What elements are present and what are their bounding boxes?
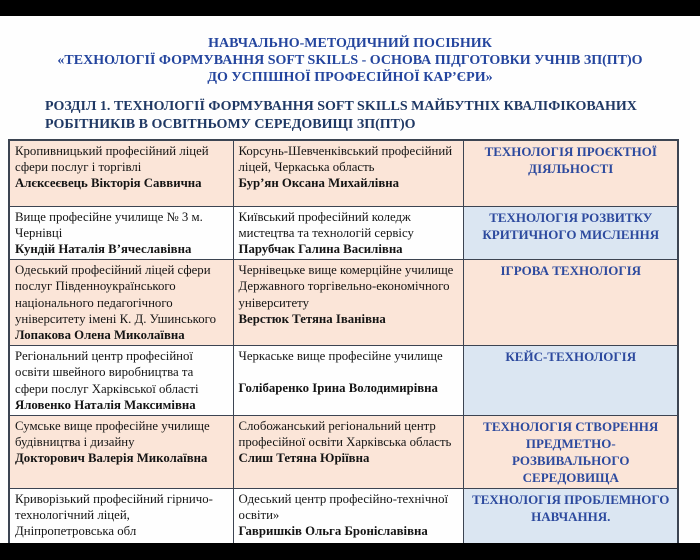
top-letterbox-bar xyxy=(0,0,700,16)
school-text: Одеський професійний ліцей сфери послуг Південноукраїнського національного педагогічного університету імені К. Д. Ушинського xyxy=(15,263,216,326)
table-row xyxy=(9,260,678,346)
table-row xyxy=(9,346,678,416)
school-cell xyxy=(233,140,463,206)
technology-cell xyxy=(463,260,678,346)
document-title xyxy=(20,35,680,86)
technology-label: КЕЙС-ТЕХНОЛОГІЯ xyxy=(505,349,637,365)
school-cell xyxy=(9,346,233,416)
technology-label: ТЕХНОЛОГІЯ РОЗВИТКУ КРИТИЧНОГО МИСЛЕННЯ xyxy=(482,209,660,242)
school-cell xyxy=(9,140,233,206)
technology-label: ІГРОВА ТЕХНОЛОГІЯ xyxy=(500,263,642,279)
school-cell xyxy=(9,415,233,488)
technology-cell xyxy=(463,415,678,488)
school-cell xyxy=(233,346,463,416)
section-heading: РОЗДІЛ 1. ТЕХНОЛОГІЇ ФОРМУВАННЯ SOFT SKILLS МАЙБУТНІХ КВАЛІФІКОВАНИХ РОБІТНИКІВ В ОСВІТНЬОМУ СЕРЕДОВИЩІ ЗП(ПТ)О xyxy=(45,99,637,132)
school-text: Криворізький професійний гірничо-технологічний ліцей, Дніпропетровська обл xyxy=(15,491,213,539)
participant-name: Лопакова Олена Миколаївна xyxy=(15,327,185,342)
participant-name: Докторович Валерія Миколаївна xyxy=(15,451,208,466)
school-text: Вище професійне училище № 3 м. Чернівці xyxy=(15,209,203,240)
table-row xyxy=(9,140,678,206)
participants-table xyxy=(8,139,679,560)
school-text: Чернівецьке вище комерційне училище Державного торгівельно-економічного університету xyxy=(238,263,454,310)
school-text: Черкаське вище професійне училище xyxy=(238,349,443,364)
school-cell xyxy=(233,260,463,346)
school-text: Кропивницький професійний ліцей сфери послуг і торгівлі xyxy=(15,144,209,175)
school-text: Корсунь-Шевченківський професійний ліцей, Черкаська область xyxy=(238,144,453,175)
participant-name: Верстюк Тетяна Іванівна xyxy=(238,311,386,326)
participant-name: Голібаренко Ірина Володимирівна xyxy=(238,381,438,396)
title-line-3: ДО УСПІШНОЇ ПРОФЕСІЙНОЇ КАР’ЄРИ» xyxy=(207,70,493,85)
school-cell xyxy=(233,206,463,260)
school-text: Регіональний центр професійної освіти швейного виробництва та сфери послуг Харківської області xyxy=(15,349,199,396)
participant-name: Кундій Наталія В’ячеславівна xyxy=(15,241,192,256)
school-cell xyxy=(9,260,233,346)
school-text: Сумське вище професійне училище будівництва і дизайну xyxy=(15,418,210,450)
school-cell xyxy=(9,206,233,260)
document-page xyxy=(0,16,700,543)
school-text: Київський професійний коледж мистецтва та технологій сервісу xyxy=(238,209,414,240)
technology-cell xyxy=(463,206,678,260)
technology-label: ТЕХНОЛОГІЯ ПРОБЛЕМНОГО НАВЧАННЯ. xyxy=(472,491,670,524)
participant-name: Гавришків Ольга Броніславівна xyxy=(238,524,428,539)
school-text: Одеський центр професійно-технічної освіти» xyxy=(238,491,449,523)
technology-label: ТЕХНОЛОГІЯ ПРОЄКТНОЇ ДІЯЛЬНОСТІ xyxy=(484,144,657,176)
technology-cell xyxy=(463,346,678,416)
school-text: Слобожанський регіональний центр професійної освіти Харківська область xyxy=(238,418,452,450)
participant-name: Яловенко Наталія Максимівна xyxy=(15,397,196,412)
table-row xyxy=(9,415,678,488)
participant-name: Слиш Тетяна Юріївна xyxy=(238,451,370,466)
technology-label: ТЕХНОЛОГІЯ СТВОРЕННЯ ПРЕДМЕТНО-РОЗВИВАЛЬНОГО СЕРЕДОВИЩА xyxy=(483,418,659,485)
technology-cell xyxy=(463,140,678,206)
title-line-1: НАВЧАЛЬНО-МЕТОДИЧНИЙ ПОСІБНИК xyxy=(208,36,492,51)
participant-name: Алєксеєвець Вікторія Саввична xyxy=(15,176,202,191)
bottom-letterbox-bar xyxy=(0,543,700,560)
table-row xyxy=(9,206,678,260)
participant-name: Парубчак Галина Василівна xyxy=(238,241,403,256)
school-cell xyxy=(233,415,463,488)
participant-name: Бур’ян Оксана Михайлівна xyxy=(238,176,399,191)
title-line-2: «ТЕХНОЛОГІЇ ФОРМУВАННЯ SOFT SKILLS - ОСНОВА ПІДГОТОВКИ УЧНІВ ЗП(ПТ)О xyxy=(57,53,643,68)
